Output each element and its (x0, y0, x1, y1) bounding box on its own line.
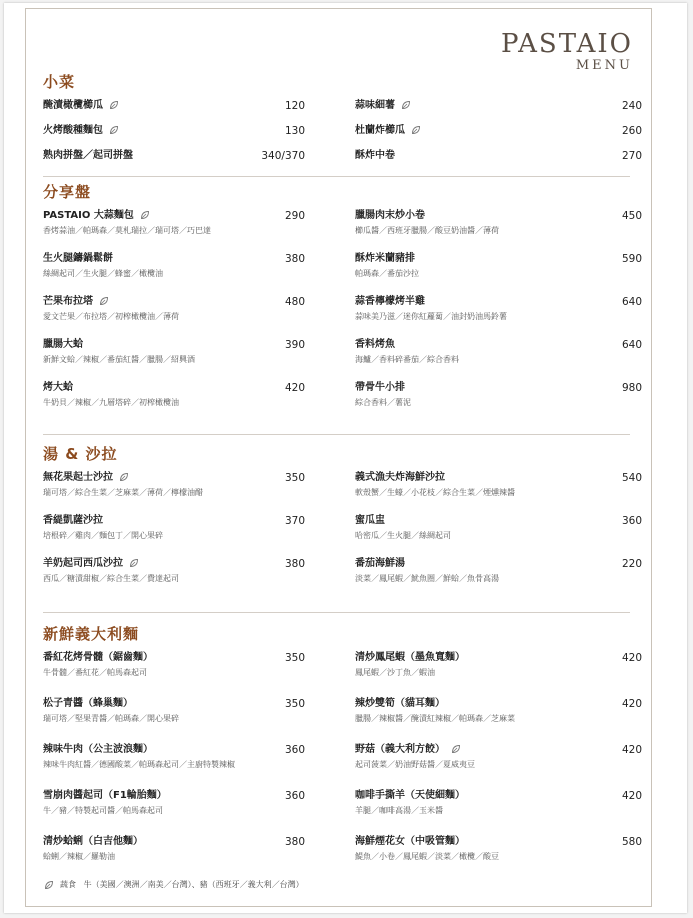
menu-item (355, 148, 642, 164)
item-name-text: 辣炒雙筍（貓耳麵） (355, 698, 445, 709)
item-name (43, 470, 323, 486)
menu-item (43, 251, 323, 281)
leaf-icon (401, 100, 411, 110)
section-divider (43, 434, 630, 435)
item-name-text: 酥炸米蘭豬排 (355, 253, 415, 264)
item-name (43, 294, 323, 310)
item-description: 軟殼蟹／生蠔／小花枝／綜合生菜／煙燻辣醬 (355, 488, 515, 497)
item-name-text: 芒果布拉塔 (43, 296, 93, 307)
item-name (355, 380, 635, 396)
menu-item (355, 513, 642, 543)
menu-section (43, 180, 642, 407)
item-name (355, 208, 635, 224)
item-description: 瑞可塔／綜合生菜／芝麻菜／薄荷／檸檬油醋 (43, 488, 203, 497)
footnote (44, 879, 304, 890)
item-price: 420 (621, 652, 642, 664)
item-name (43, 742, 323, 758)
item-name (355, 788, 635, 804)
item-description: 牛骨髓／番紅花／帕馬森起司 (43, 668, 147, 677)
menu-item (355, 556, 642, 586)
section-title: 湯 & 沙拉 (43, 445, 118, 463)
item-name (355, 294, 635, 310)
item-description: 起司菠菜／奶油野菇醬／夏威夷豆 (355, 760, 475, 769)
item-name (355, 742, 635, 758)
item-name (43, 513, 323, 529)
menu-item (355, 834, 642, 864)
item-name (355, 696, 635, 712)
item-description: 鳳尾蝦／沙丁魚／蝦油 (355, 668, 435, 677)
item-description: 櫛瓜醬／西班牙臘腸／酸豆奶油醬／薄荷 (355, 226, 499, 235)
item-description: 辣味牛肉紅醬／德國酸菜／帕瑪森起司／主廚特製辣椒 (43, 760, 235, 769)
item-name-text: 雪崩肉醬起司（F1輪胎麵） (43, 790, 167, 801)
item-name (355, 123, 635, 139)
section-divider (43, 612, 630, 613)
item-name-text: 帶骨牛小排 (355, 382, 405, 393)
leaf-icon (109, 100, 119, 110)
brand-title: PASTAIO (501, 29, 633, 59)
item-description: 培根碎／雞肉／麵包丁／開心果碎 (43, 531, 163, 540)
item-description: 淡菜／鳳尾蝦／魷魚圈／鮮蛤／魚骨高湯 (355, 574, 499, 583)
item-price: 120 (284, 100, 305, 112)
item-price: 980 (621, 382, 642, 394)
item-name-text: PASTAIO 大蒜麵包 (43, 210, 134, 221)
item-price: 640 (621, 339, 642, 351)
item-price: 480 (284, 296, 305, 308)
item-name-text: 番茄海鮮湯 (355, 558, 405, 569)
item-description: 綜合香料／薯泥 (355, 398, 411, 407)
item-price: 260 (621, 125, 642, 137)
item-name-text: 熟肉拼盤／起司拼盤 (43, 150, 133, 161)
item-price: 640 (621, 296, 642, 308)
item-name (355, 98, 635, 114)
item-name (43, 834, 323, 850)
menu-item (355, 294, 642, 324)
menu-item (355, 788, 642, 818)
item-name (355, 513, 635, 529)
item-name-text: 蒜味細薯 (355, 100, 395, 111)
footnote-label: 蔬食 (60, 880, 76, 889)
leaf-icon (99, 296, 109, 306)
leaf-icon (411, 125, 421, 135)
item-name (43, 556, 323, 572)
item-description: 牛／豬／特製起司醬／帕馬森起司 (43, 806, 163, 815)
item-name-text: 海鮮煙花女（中吸管麵） (355, 836, 465, 847)
leaf-icon (140, 210, 150, 220)
item-name (355, 148, 635, 164)
item-price: 420 (284, 382, 305, 394)
item-price: 420 (621, 698, 642, 710)
footnote-text: 牛（美國／澳洲／南美／台灣）、豬（西班牙／義大利／台灣） (83, 880, 304, 889)
item-name-text: 松子青醬（蜂巢麵） (43, 698, 133, 709)
item-description: 臘腸／辣椒醬／醃漬紅辣椒／帕瑪森／芝麻菜 (355, 714, 515, 723)
menu-item (355, 123, 642, 139)
item-price: 350 (284, 472, 305, 484)
item-price: 450 (621, 210, 642, 222)
item-name (43, 337, 323, 353)
menu-item (355, 650, 642, 680)
item-price: 240 (621, 100, 642, 112)
menu-item (355, 337, 642, 367)
item-price: 420 (621, 744, 642, 756)
menu-item (43, 294, 323, 324)
item-name-text: 酥炸中卷 (355, 150, 395, 161)
section-title: 小菜 (43, 73, 76, 91)
section-title: 新鮮義大利麵 (43, 625, 140, 643)
menu-item (43, 208, 323, 238)
item-description: 絲綢起司／生火腿／蜂蜜／橄欖油 (43, 269, 163, 278)
menu-item (355, 208, 642, 238)
item-description: 愛文芒果／布拉塔／初榨橄欖油／薄荷 (43, 312, 179, 321)
item-description: 牛奶貝／辣椒／九層塔碎／初榨橄欖油 (43, 398, 179, 407)
item-description: 香烤蒜油／帕瑪森／莫札瑞拉／瑞可塔／巧巴達 (43, 226, 211, 235)
leaf-icon (129, 558, 139, 568)
item-name-text: 火烤酸種麵包 (43, 125, 103, 136)
item-name-text: 辣味牛肉（公主波浪麵） (43, 744, 153, 755)
item-price: 290 (284, 210, 305, 222)
section-title: 分享盤 (43, 183, 92, 201)
item-price: 360 (621, 515, 642, 527)
item-name (355, 337, 635, 353)
menu-item (43, 696, 323, 726)
menu-section (43, 622, 642, 861)
item-description: 海鱸／香料碎番茄／綜合香料 (355, 355, 459, 364)
item-description: 瑞可塔／堅果青醬／帕瑪森／開心果碎 (43, 714, 179, 723)
item-price: 360 (284, 790, 305, 802)
section-divider (43, 176, 630, 177)
item-name-text: 咖啡手撕羊（天使細麵） (355, 790, 465, 801)
item-name (43, 123, 323, 139)
item-description: 鯷魚／小卷／鳳尾蝦／淡菜／橄欖／酸豆 (355, 852, 499, 861)
item-name (355, 470, 635, 486)
item-name (43, 208, 323, 224)
item-name (43, 650, 323, 666)
item-name-text: 蜜瓜盅 (355, 515, 385, 526)
item-name (43, 380, 323, 396)
item-price: 220 (621, 558, 642, 570)
item-price: 270 (621, 150, 642, 162)
menu-item (355, 380, 642, 410)
menu-item (43, 123, 323, 139)
menu-section (43, 442, 642, 583)
item-name (43, 696, 323, 712)
item-price: 540 (621, 472, 642, 484)
item-price: 370 (284, 515, 305, 527)
menu-item (43, 98, 323, 114)
item-description: 羊腿／咖啡高湯／玉米醬 (355, 806, 443, 815)
menu-item (355, 98, 642, 114)
item-name-text: 無花果起士沙拉 (43, 472, 113, 483)
menu-section (43, 70, 642, 162)
menu-item (355, 696, 642, 726)
item-description: 帕瑪森／番茄沙拉 (355, 269, 419, 278)
brand-header (501, 30, 633, 74)
item-description: 西瓜／糖漬甜椒／綜合生菜／費達起司 (43, 574, 179, 583)
leaf-icon (44, 880, 54, 890)
item-name (355, 556, 635, 572)
item-price: 380 (284, 558, 305, 570)
menu-item (43, 337, 323, 367)
item-name-text: 香緹凱薩沙拉 (43, 515, 103, 526)
menu-item (355, 742, 642, 772)
item-name (43, 788, 323, 804)
menu-item (43, 556, 323, 586)
item-name (43, 98, 323, 114)
item-name-text: 香料烤魚 (355, 339, 395, 350)
menu-item (43, 788, 323, 818)
brand-subtitle: MENU (575, 58, 633, 73)
item-price: 350 (284, 698, 305, 710)
leaf-icon (109, 125, 119, 135)
item-price: 420 (621, 790, 642, 802)
menu-item (43, 834, 323, 864)
menu-item (43, 650, 323, 680)
item-description: 蛤蜊／辣椒／羅勒油 (43, 852, 115, 861)
item-name-text: 臘腸大蛤 (43, 339, 83, 350)
item-price: 380 (284, 836, 305, 848)
item-name-text: 烤大蛤 (43, 382, 73, 393)
menu-item (43, 470, 323, 500)
item-name (43, 251, 323, 267)
item-price: 360 (284, 744, 305, 756)
item-name-text: 生火腿鑄鍋鬆餅 (43, 253, 113, 264)
item-name-text: 清炒鳳尾蝦（墨魚寬麵） (355, 652, 465, 663)
item-name-text: 野菇（義大利方餃） (355, 744, 445, 755)
menu-item (43, 513, 323, 543)
menu-item (43, 380, 323, 410)
item-price: 590 (621, 253, 642, 265)
menu-item (355, 470, 642, 500)
menu-item (43, 148, 323, 164)
item-name-text: 杜蘭炸櫛瓜 (355, 125, 405, 136)
menu-item (43, 742, 323, 772)
item-price: 580 (621, 836, 642, 848)
item-price: 130 (284, 125, 305, 137)
item-price: 380 (284, 253, 305, 265)
item-name (355, 251, 635, 267)
item-price: 340/370 (261, 150, 305, 162)
item-name-text: 蒜香檸檬烤半雞 (355, 296, 425, 307)
leaf-icon (119, 472, 129, 482)
menu-item (355, 251, 642, 281)
item-price: 350 (284, 652, 305, 664)
item-description: 新鮮文蛤／辣椒／番茄紅醬／臘腸／紹興酒 (43, 355, 195, 364)
item-name (355, 650, 635, 666)
item-name-text: 醃漬橄欖櫛瓜 (43, 100, 103, 111)
item-description: 哈密瓜／生火腿／絲綢起司 (355, 531, 451, 540)
item-description: 蒜味美乃滋／迷你紅蘿蔔／油封奶油馬鈴薯 (355, 312, 507, 321)
item-name-text: 羊奶起司西瓜沙拉 (43, 558, 123, 569)
item-name-text: 臘腸肉末炒小卷 (355, 210, 425, 221)
item-price: 390 (284, 339, 305, 351)
item-name-text: 清炒蛤蜊（白吉他麵） (43, 836, 143, 847)
item-name-text: 番紅花烤骨髓（鋸齒麵） (43, 652, 153, 663)
item-name (355, 834, 635, 850)
leaf-icon (451, 744, 461, 754)
item-name-text: 義式漁夫炸海鮮沙拉 (355, 472, 445, 483)
